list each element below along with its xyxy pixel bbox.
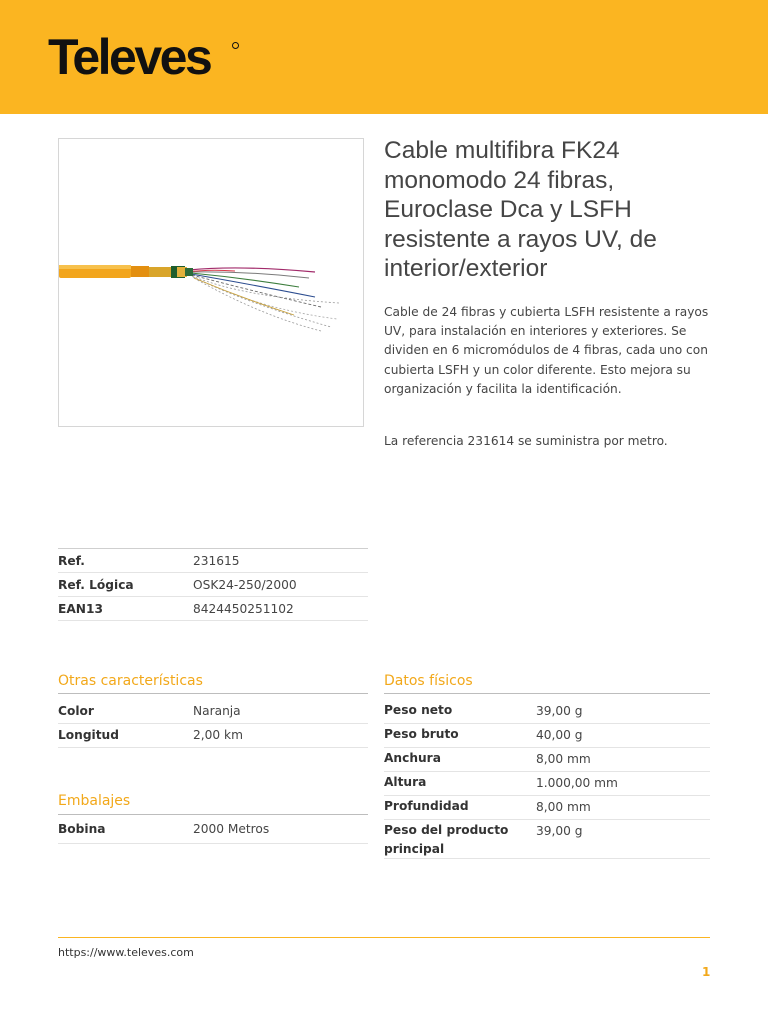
- section-divider: [384, 693, 710, 694]
- row-label: Peso bruto: [384, 727, 459, 741]
- row-value: 2,00 km: [193, 728, 243, 742]
- row-label: Profundidad: [384, 799, 469, 813]
- physical-data-title: Datos físicos: [384, 673, 473, 689]
- row-value: 1.000,00 mm: [536, 776, 618, 790]
- table-row: [58, 820, 368, 844]
- packaging-table: [58, 820, 368, 844]
- row-value: Naranja: [193, 704, 241, 718]
- reference-table: [58, 548, 368, 621]
- row-value: 2000 Metros: [193, 822, 270, 836]
- product-description: Cable de 24 fibras y cubierta LSFH resistente a rayos UV, para instalación en interiores y exteriores. Se dividen en 6 micromódulos de 4 fibras, cada uno con cubierta LSFH y un color diferente. Esto mejora su organización y facilita la identificación.: [384, 305, 709, 396]
- fiber-optic-cable-icon: [59, 139, 365, 428]
- other-features-table: [58, 700, 368, 748]
- table-row: [58, 549, 368, 573]
- row-value: 231615: [193, 554, 240, 568]
- footer-divider: [58, 937, 710, 938]
- table-row: [384, 820, 710, 859]
- row-label: Ref. Lógica: [58, 578, 134, 592]
- table-row: [384, 748, 710, 772]
- registered-mark-icon: [232, 42, 239, 49]
- row-label: EAN13: [58, 602, 103, 616]
- row-label: Color: [58, 704, 94, 718]
- physical-data-table: [384, 700, 710, 859]
- table-row: [58, 700, 368, 724]
- row-label: Altura: [384, 775, 427, 789]
- row-value: 39,00 g: [536, 704, 583, 718]
- page-number: 1: [702, 965, 711, 979]
- row-value: OSK24-250/2000: [193, 578, 297, 592]
- table-row: [384, 796, 710, 820]
- row-label: Peso del producto principal: [384, 823, 509, 856]
- section-divider: [58, 693, 368, 694]
- row-value: 8,00 mm: [536, 800, 591, 814]
- packaging-title: Embalajes: [58, 793, 131, 809]
- product-title: Cable multifibra FK24 monomodo 24 fibras, Euroclase Dca y LSFH resistente a rayos UV, de interior/exterior: [384, 137, 657, 283]
- other-features-title: Otras características: [58, 673, 203, 689]
- row-label: Peso neto: [384, 703, 453, 717]
- section-divider: [58, 814, 368, 815]
- page-header: [0, 0, 768, 114]
- table-row: [384, 724, 710, 748]
- product-image: [58, 138, 364, 427]
- row-label: Ref.: [58, 554, 85, 568]
- televes-logo: Televes: [48, 29, 211, 85]
- table-row: [384, 700, 710, 724]
- row-value: 40,00 g: [536, 728, 583, 742]
- row-value: 8424450251102: [193, 602, 294, 616]
- table-row: [384, 772, 710, 796]
- row-label: Bobina: [58, 822, 106, 836]
- row-label: Longitud: [58, 728, 119, 742]
- table-row: [58, 597, 368, 621]
- product-note: La referencia 231614 se suministra por metro.: [384, 434, 668, 448]
- row-value: 39,00 g: [536, 824, 583, 838]
- footer-url-link[interactable]: https://www.televes.com: [58, 946, 194, 959]
- table-row: [58, 573, 368, 597]
- table-row: [58, 724, 368, 748]
- row-label: Anchura: [384, 751, 441, 765]
- row-value: 8,00 mm: [536, 752, 591, 766]
